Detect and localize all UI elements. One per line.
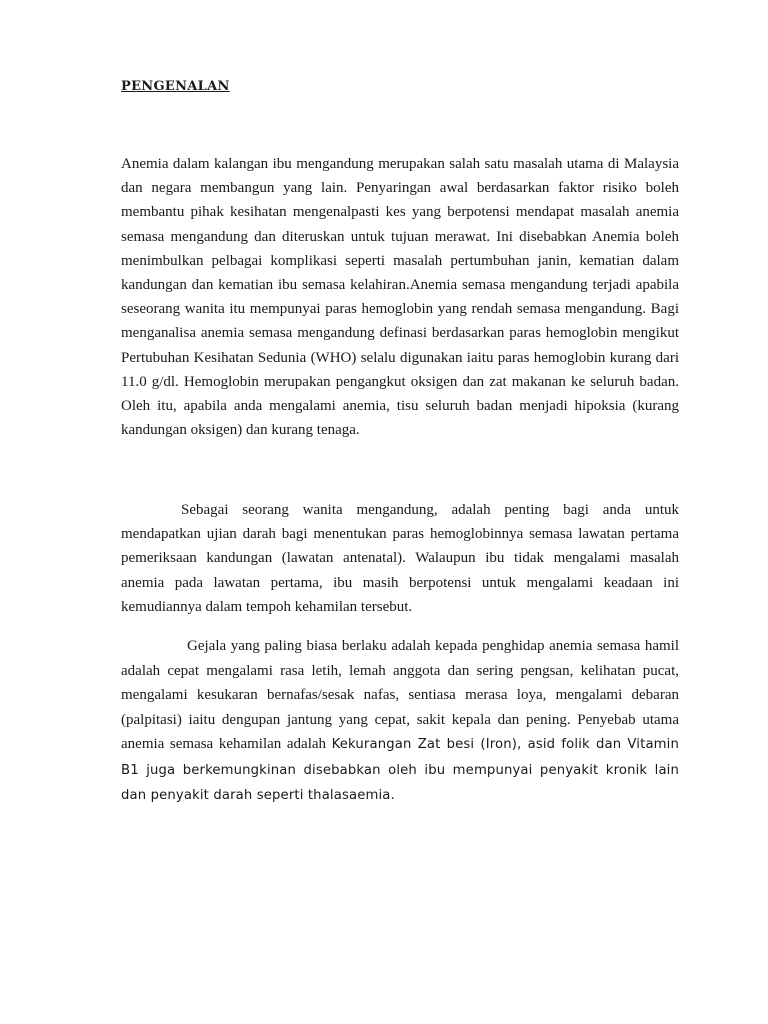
paragraph-symptoms-serif-text: Gejala yang paling biasa berlaku adalah kepada penghidap anemia semasa hamil adalah cepat mengalami rasa letih, lemah anggota dan sering pengsan, kelihatan pucat, mengalami kesukaran bernafas/sesak nafas, sentiasa merasa loya, mengalami debaran (palpitasi) iaitu dengupan jantung yang cepat, sakit kepala dan pening. Penyebab utama anemia semasa kehamilan adalah (121, 638, 679, 752)
paragraph-anemia-intro: Anemia dalam kalangan ibu mengandung merupakan salah satu masalah utama di Malaysia dan negara membangun yang lain. Penyaringan awal berdasarkan faktor risiko boleh membantu pihak kesihatan mengenalpasti kes yang berpotensi mendapat masalah anemia semasa mengandung dan diteruskan untuk tujuan merawat. Ini disebabkan Anemia boleh menimbulkan pelbagai komplikasi seperti masalah pertumbuhan janin, kematian dalam kandungan dan kematian ibu semasa kelahiran.Anemia semasa mengandung terjadi apabila seseorang wanita itu mempunyai paras hemoglobin yang rendah semasa mengandung. Bagi menganalisa anemia semasa mengandung definasi berdasarkan paras hemoglobin mengikut Pertubuhan Kesihatan Sedunia (WHO) selalu digunakan iaitu paras hemoglobin kurang dari 11.0 g/dl. Hemoglobin merupakan pengangkut oksigen dan zat makanan ke seluruh badan. Oleh itu, apabila anda mengalami anemia, tisu seluruh badan menjadi hipoksia (kurang kandungan oksigen) dan kurang tenaga. (121, 156, 679, 439)
document-heading: PENGENALAN (121, 79, 230, 94)
paragraph-blood-test: Sebagai seorang wanita mengandung, adalah penting bagi anda untuk mendapatkan ujian darah bagi menentukan paras hemoglobinnya semasa lawatan pertama pemeriksaan kandungan (lawatan antenatal). Walaupun ibu tidak mengalami masalah anemia pada lawatan pertama, ibu masih berpotensi untuk mengalami keadaan ini kemudiannya dalam tempoh kehamilan tersebut. (121, 502, 679, 615)
paragraph-symptoms-causes-text: Kekurangan Zat besi (Iron), asid folik dan Vitamin B1 juga berkemungkinan disebabkan oleh ibu mempunyai penyakit kronik lain dan penyakit darah seperti thalasaemia. (121, 737, 679, 803)
paragraph-symptoms (121, 634, 679, 809)
